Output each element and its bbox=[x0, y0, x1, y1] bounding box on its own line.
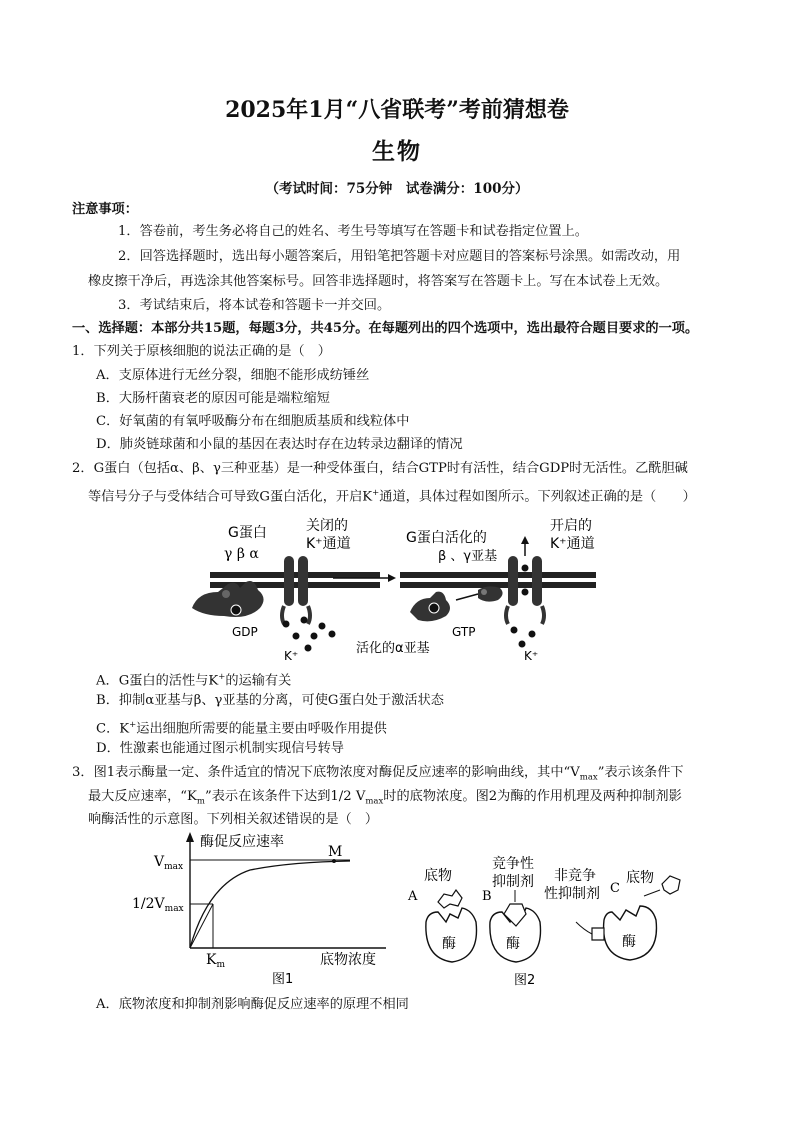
enzyme-inhibition-figure bbox=[404, 850, 694, 990]
open-k-channel bbox=[506, 536, 544, 624]
fig2-substrate-a: 底物 bbox=[424, 868, 452, 884]
q3-stem-b: 最大反应速率，“$K_m$”表示在该条件下达到1/2 $V_{max}$时的底物浓度。图2为酶的作用机理及两种抑制剂影 bbox=[88, 789, 682, 807]
label-open-channel: K⁺通道 bbox=[550, 536, 595, 552]
q2-stem-b: 等信号分子与受体结合可导致G蛋白活化，开启K+通道，具体过程如图所示。下列叙述正确的是（ ） bbox=[88, 488, 696, 505]
label-open: 开启的 bbox=[550, 518, 592, 534]
notice-item-2a: 2．回答选择题时，选出每小题答案后，用铅笔把答题卡对应题目的答案标号涂黑。如需改动，用 bbox=[118, 249, 681, 264]
y-axis-arrow bbox=[186, 832, 194, 842]
velocity-curve bbox=[190, 861, 350, 948]
fig2-substrate-c: 底物 bbox=[626, 870, 654, 886]
q3-option-a: A．底物浓度和抑制剂影响酶促反应速率的原理不相同 bbox=[96, 997, 409, 1012]
enzyme-kinetics-figure bbox=[132, 828, 400, 990]
fig2-label-c: C bbox=[610, 881, 620, 896]
fig1-half-vmax: $1/2V_{max}$ bbox=[132, 896, 184, 914]
exam-info: （考试时间：75分钟 试卷满分：100分） bbox=[265, 181, 529, 197]
fig1-km: $K_m$ bbox=[206, 952, 226, 970]
fig2-label-a: A bbox=[408, 889, 418, 904]
subject-title: 生物 bbox=[372, 138, 422, 165]
q2-option-a: A．G蛋白的活性与K+的运输有关 bbox=[96, 672, 292, 689]
fig2-enzyme-c: 酶 bbox=[622, 934, 636, 950]
fig1-caption: 图1 bbox=[272, 972, 294, 987]
label-alpha-active: 活化的α亚基 bbox=[356, 641, 430, 656]
label-activated-g: G蛋白活化的 bbox=[406, 530, 487, 546]
notice-item-3: 3．考试结束后，将本试卷和答题卡一并交回。 bbox=[118, 298, 391, 313]
fig2-label-b: B bbox=[482, 889, 492, 904]
fig2-caption: 图2 bbox=[514, 973, 536, 988]
closed-k-channel bbox=[282, 556, 310, 624]
q1-option-c: C．好氧菌的有氧呼吸酶分布在细胞质基质和线粒体中 bbox=[96, 414, 410, 429]
fig2-noncomp-2: 性抑制剂 bbox=[544, 886, 600, 902]
beta-gamma-subunit-shape bbox=[456, 586, 503, 601]
q1-stem: 1．下列关于原核细胞的说法正确的是（ ） bbox=[72, 344, 331, 359]
q2-stem-a: 2．G蛋白（包括α、β、γ三种亚基）是一种受体蛋白，结合GTP时有活性，结合GDP时无活性。乙酰胆碱 bbox=[72, 461, 688, 476]
label-bg-subunit: β 、γ亚基 bbox=[438, 549, 498, 564]
fig1-xlabel: 底物浓度 bbox=[320, 952, 376, 968]
label-gtp: GTP bbox=[452, 625, 476, 639]
q1-option-a: A．支原体进行无丝分裂，细胞不能形成纺锤丝 bbox=[96, 368, 370, 383]
notice-item-2b: 橡皮擦干净后，再选涂其他答案标号。回答非选择题时，将答案写在答题卡上。写在本试卷上无效。 bbox=[88, 274, 669, 289]
fig2-competitive-2: 抑制剂 bbox=[492, 874, 534, 890]
exam-title: 2025年1月“八省联考”考前猜想卷 bbox=[225, 97, 569, 123]
label-g-protein: G蛋白 bbox=[228, 525, 267, 541]
q1-option-d: D．肺炎链球菌和小鼠的基因在表达时存在边转录边翻译的情况 bbox=[96, 437, 463, 452]
inactive-g-protein-shape bbox=[192, 581, 264, 617]
q3-stem-a: 3．图1表示酶量一定、条件适宜的情况下底物浓度对酶促反应速率的影响曲线，其中“$V_{max}$”表示该条件下 bbox=[72, 765, 684, 783]
fig1-ylabel: 酶促反应速率 bbox=[200, 834, 284, 850]
label-closed: 关闭的 bbox=[306, 518, 348, 534]
q3-stem-c: 响酶活性的示意图。下列相关叙述错误的是（ ） bbox=[88, 812, 379, 827]
fig2-enzyme-b: 酶 bbox=[506, 936, 520, 952]
fig1-point-m: M bbox=[328, 844, 343, 860]
label-gdp: GDP bbox=[232, 625, 258, 639]
cell-membrane-right bbox=[400, 572, 596, 588]
label-k-right: K⁺ bbox=[524, 649, 539, 663]
initial-slope-line bbox=[190, 904, 213, 948]
q2-option-c: C．K+运出细胞所需要的能量主要由呼吸作用提供 bbox=[96, 720, 387, 737]
q2-option-d: D．性激素也能通过图示机制实现信号转导 bbox=[96, 741, 344, 756]
notice-item-1: 1．答卷前，考生务必将自己的姓名、考生号等填写在答题卡和试卷指定位置上。 bbox=[118, 224, 588, 239]
notice-heading: 注意事项： bbox=[72, 202, 138, 217]
g-protein-figure bbox=[188, 512, 608, 662]
activated-alpha-subunit-shape bbox=[410, 592, 450, 622]
q1-option-b: B．大肠杆菌衰老的原因可能是端粒缩短 bbox=[96, 391, 330, 406]
label-k-left: K⁺ bbox=[284, 649, 299, 663]
fig2-noncomp-1: 非竞争 bbox=[554, 868, 596, 884]
q2-option-b: B．抑制α亚基与β、γ亚基的分离，可使G蛋白处于激活状态 bbox=[96, 693, 444, 708]
section1-heading: 一、选择题：本部分共15题，每题3分，共45分。在每题列出的四个选项中，选出最符合题目要求的一项。 bbox=[72, 321, 699, 336]
label-subunits: γ β α bbox=[224, 546, 259, 562]
fig2-competitive-1: 竞争性 bbox=[492, 856, 534, 872]
fig2-enzyme-a: 酶 bbox=[442, 936, 456, 952]
label-closed-channel: K⁺通道 bbox=[306, 536, 351, 552]
fig1-vmax: $V_{max}$ bbox=[154, 854, 184, 872]
